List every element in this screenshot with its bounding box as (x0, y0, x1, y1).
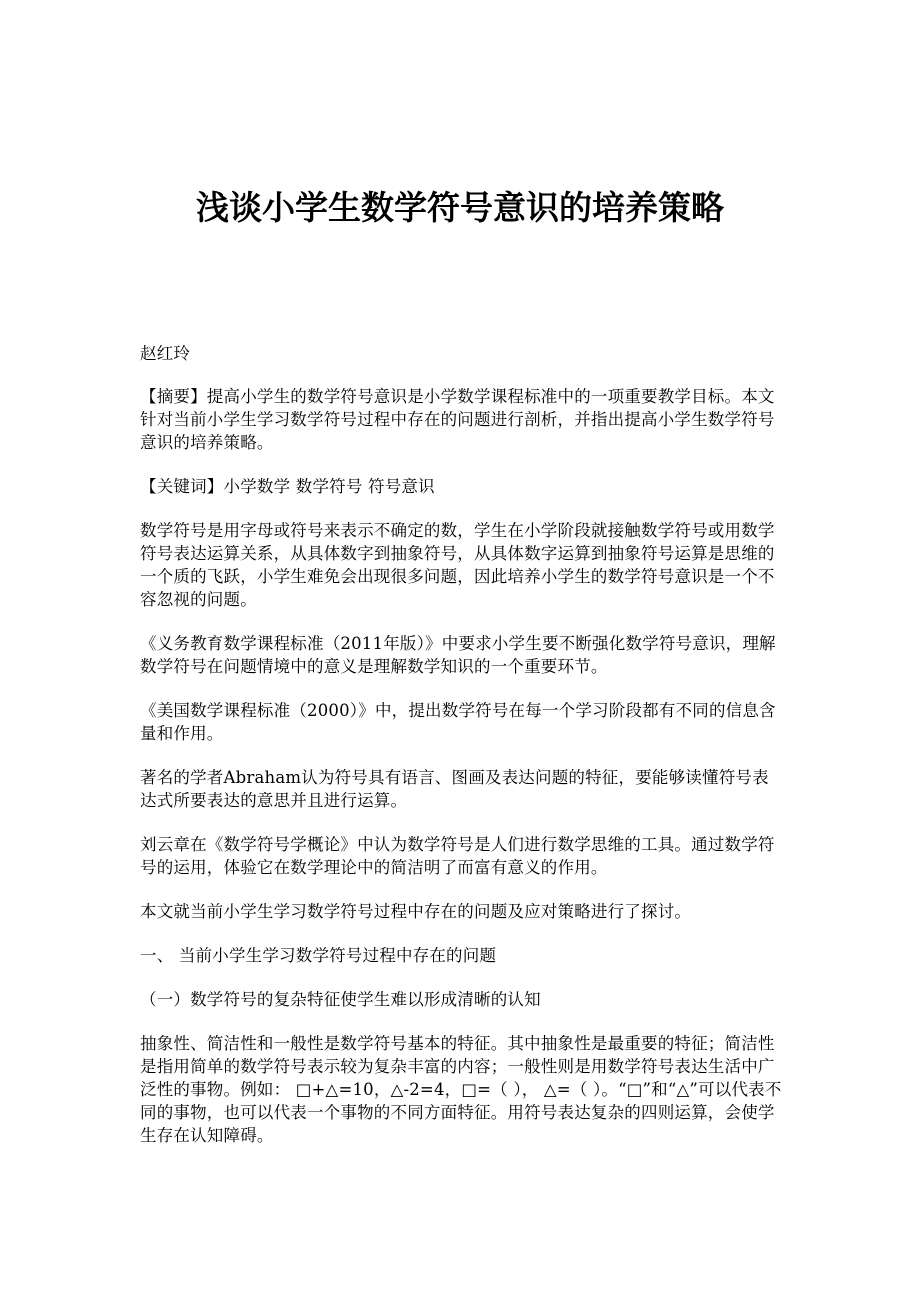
author-name: 赵红玲 (140, 344, 191, 363)
section-heading: 一、 当前小学生学习数学符号过程中存在的问题 (140, 946, 497, 965)
document-title: 浅谈小学生数学符号意识的培养策略 (196, 188, 724, 227)
body-paragraph: 本文就当前小学生学习数学符号过程中存在的问题及应对策略进行了探讨。 (140, 902, 692, 921)
keywords-paragraph: 【关键词】小学数学 数学符号 符号意识 (140, 477, 435, 496)
body-paragraph: 《义务教育数学课程标准（2011年版）》中要求小学生要不断强化数学符号意识，理解数学符号在问题情境中的意义是理解数学知识的一个重要环节。 (140, 634, 776, 676)
body-paragraph: 抽象性、简洁性和一般性是数学符号基本的特征。其中抽象性是最重要的特征；简洁性是指用简单的数学符号表示较为复杂丰富的内容；一般性则是用数学符号表达生活中广泛性的事物。例如： □+△=10，△-2=4，□=（ ）， △=（ ）。“□”和“△”可以代表不同的事物，也可以代表一个事物的不同方面特征。用符号表达复杂的四则运算，会使学生存在认知障碍。 (140, 1034, 782, 1145)
body-paragraph: 著名的学者Abraham认为符号具有语言、图画及表达问题的特征，要能够读懂符号表达式所要表达的意思并且进行运算。 (140, 768, 769, 810)
subsection-heading: （一）数学符号的复杂特征使学生难以形成清晰的认知 (140, 990, 541, 1009)
abstract-paragraph: 【摘要】提高小学生的数学符号意识是小学数学课程标准中的一项重要教学目标。本文针对当前小学生学习数学符号过程中存在的问题进行剖析，并指出提高小学生数学符号意识的培养策略。 (140, 387, 775, 452)
body-paragraph: 数学符号是用字母或符号来表示不确定的数，学生在小学阶段就接触数学符号或用数学符号表达运算关系，从具体数字到抽象符号，从具体数字运算到抽象符号运算是思维的一个质的飞跃，小学生难免会出现很多问题，因此培养小学生的数学符号意识是一个不容忽视的问题。 (140, 521, 775, 609)
body-paragraph: 《美国数学课程标准（2000）》中，提出数学符号在每一个学习阶段都有不同的信息含量和作用。 (140, 701, 776, 743)
document-body (140, 342, 785, 1168)
body-paragraph: 刘云章在《数学符号学概论》中认为数学符号是人们进行数学思维的工具。通过数学符号的运用，体验它在数学理论中的简洁明了而富有意义的作用。 (140, 835, 775, 877)
